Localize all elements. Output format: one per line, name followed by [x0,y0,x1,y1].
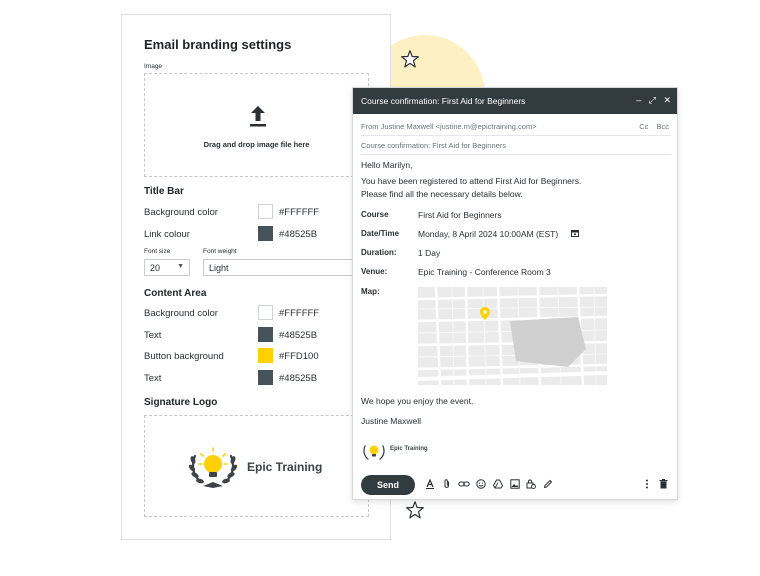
greeting-text: Hello Marilyn, [361,160,413,170]
laurel-logo-icon [187,442,239,490]
email-branding-panel [121,14,391,540]
email-compose-window [352,87,678,500]
image-label: Image [144,63,163,70]
divider [361,154,671,155]
calendar-icon[interactable] [571,229,579,237]
divider [361,135,671,136]
emoji-icon[interactable] [476,479,486,489]
content-text-swatch[interactable] [258,327,273,342]
link-colour-label: Link colour [144,229,190,240]
lock-clock-icon[interactable] [526,479,536,489]
panel-title: Email branding settings [144,37,292,52]
signature-logo-heading: Signature Logo [144,397,218,408]
signature-logo-text: Epic Training [247,460,323,474]
link-icon[interactable] [458,479,470,489]
compose-header [353,88,677,114]
minimize-icon[interactable]: – [636,95,642,105]
chevron-down-icon: ▼ [177,263,184,270]
map-key: Map: [361,287,380,296]
map-pin-icon [480,307,490,320]
laurel-logo-icon [361,439,387,463]
body-line-1: You have been registered to attend First Aid for Beginners. [361,176,582,186]
bcc-button[interactable]: Bcc [656,122,669,131]
title-bar-bg-swatch[interactable] [258,204,273,219]
dropzone-text: Drag and drop image file here [203,140,310,149]
duration-value: 1 Day [418,248,441,258]
datetime-value: Monday, 8 April 2024 10:00AM (EST) [418,229,559,239]
font-size-select[interactable] [144,259,190,276]
content-bg-swatch[interactable] [258,305,273,320]
content-text-label: Text [144,330,162,341]
compose-title: Course confirmation: First Aid for Beginners [361,96,526,106]
expand-icon[interactable]: ⤢ [648,95,656,105]
attach-icon[interactable] [442,479,452,489]
star-icon [405,500,425,520]
pen-icon[interactable] [543,479,553,489]
button-text-hex[interactable]: #48525B [279,373,318,384]
title-bar-bg-hex[interactable]: #FFFFFF [279,207,320,218]
button-bg-swatch[interactable] [258,348,273,363]
more-vert-icon[interactable] [645,479,649,489]
body-line-2: Please find all the necessary details below. [361,189,523,199]
content-text-hex[interactable]: #48525B [279,330,318,341]
closing-text: We hope you enjoy the event. [361,396,474,406]
image-dropzone[interactable] [144,73,369,177]
content-bg-hex[interactable]: #FFFFFF [279,308,320,319]
link-colour-swatch[interactable] [258,226,273,241]
subject-field[interactable]: Course confirmation: First Aid for Beginners [361,141,507,150]
signoff-text: Justine Maxwell [361,416,421,426]
button-text-swatch[interactable] [258,370,273,385]
signature-logo-dropzone[interactable] [144,415,369,517]
font-size-label: Font size [144,248,171,255]
datetime-key: Date/Time [361,229,400,238]
trash-icon[interactable] [659,479,668,489]
upload-icon [248,104,268,128]
venue-value: Epic Training - Conference Room 3 [418,267,551,277]
font-weight-value: Light [209,263,229,273]
drive-icon[interactable] [493,479,503,489]
format-text-icon[interactable] [425,479,435,489]
send-button[interactable]: Send [361,475,415,495]
title-bar-heading: Title Bar [144,186,184,197]
font-weight-select[interactable] [203,259,353,276]
button-bg-label: Button background [144,351,224,362]
content-area-heading: Content Area [144,288,207,299]
star-icon [400,49,420,69]
font-size-value: 20 [150,263,161,273]
font-weight-label: Font weight [203,248,237,255]
button-bg-hex[interactable]: #FFD100 [279,351,319,362]
duration-key: Duration: [361,248,397,257]
course-value: First Aid for Beginners [418,210,502,220]
link-colour-hex[interactable]: #48525B [279,229,318,240]
from-field[interactable]: From Justine Maxwell <justine.m@epictraining.com> [361,122,537,131]
close-icon[interactable]: ✕ [663,95,671,105]
cc-button[interactable]: Cc [639,122,649,131]
content-bg-label: Background color [144,308,218,319]
map-image[interactable] [418,287,607,385]
image-icon[interactable] [510,479,520,489]
course-key: Course [361,210,389,219]
venue-key: Venue: [361,267,388,276]
title-bar-bg-label: Background color [144,207,218,218]
signature-logo-text: Epic Training [390,446,428,452]
button-text-label: Text [144,373,162,384]
